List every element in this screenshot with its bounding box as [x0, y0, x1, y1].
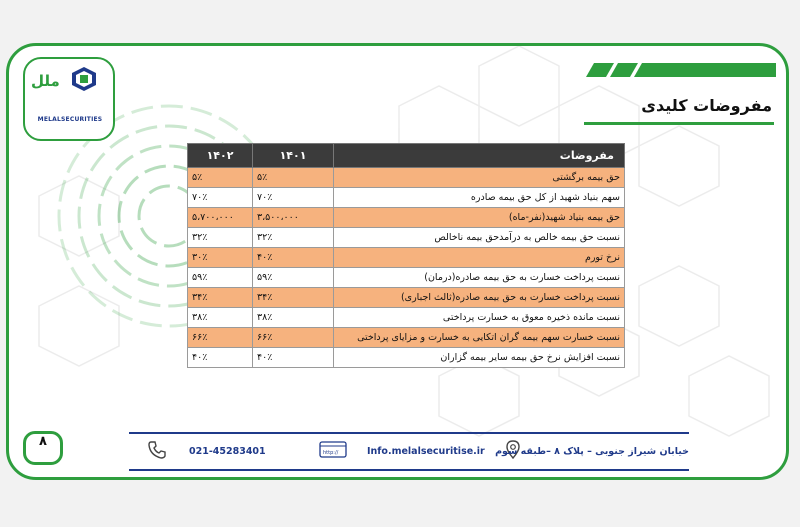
- table-row: [188, 308, 625, 328]
- table-row: [188, 228, 625, 248]
- row-label: نسبت حق بیمه خالص به درآمدحق بیمه ناخالص: [334, 228, 625, 248]
- logo-text-fa: ملل: [31, 72, 60, 90]
- row-label: نسبت پرداخت خسارت به حق بیمه صادره(ثالث اجباری): [334, 288, 625, 308]
- row-1402: ۵،۷۰۰،۰۰۰: [188, 208, 253, 228]
- table-row: [188, 248, 625, 268]
- table-row: [188, 188, 625, 208]
- address: خیابان شیراز جنوبی – پلاک ۸ –طبقه سوم: [495, 446, 689, 457]
- table-row: [188, 208, 625, 228]
- row-1401: ۴۰٪: [253, 348, 334, 368]
- header-stripes: [586, 63, 776, 77]
- company-logo: [23, 57, 115, 141]
- header-assumptions: مفروضات: [334, 144, 625, 168]
- page-number-badge: ۸: [23, 431, 63, 465]
- row-1401: ۳۲٪: [253, 228, 334, 248]
- row-1401: ۷۰٪: [253, 188, 334, 208]
- row-label: نسبت افزایش نرخ حق بیمه سایر بیمه گزاران: [334, 348, 625, 368]
- row-1402: ۳۸٪: [188, 308, 253, 328]
- logo-text-en: MELALSECURITIES: [37, 116, 103, 123]
- row-1402: ۳۴٪: [188, 288, 253, 308]
- row-label: نسبت خسارت سهم بیمه گران اتکایی به خسارت و مزایای پرداختی: [334, 328, 625, 348]
- table-row: [188, 328, 625, 348]
- row-1402: ۷۰٪: [188, 188, 253, 208]
- table-row: [188, 268, 625, 288]
- row-label: حق بیمه بنیاد شهید(نفر-ماه): [334, 208, 625, 228]
- web-icon: [319, 440, 349, 460]
- row-1401: ۳،۵۰۰،۰۰۰: [253, 208, 334, 228]
- table-header-row: [188, 144, 625, 168]
- row-1402: ۶۶٪: [188, 328, 253, 348]
- table-row: [188, 348, 625, 368]
- slide-card: [6, 43, 789, 480]
- row-1401: ۳۴٪: [253, 288, 334, 308]
- row-1402: ۵٪: [188, 168, 253, 188]
- row-1402: ۴۰٪: [188, 348, 253, 368]
- row-1401: ۴۰٪: [253, 248, 334, 268]
- logo-mark-icon: [69, 65, 99, 93]
- footer: [129, 432, 689, 472]
- header-1401: ۱۴۰۱: [253, 144, 334, 168]
- row-label: نرخ تورم: [334, 248, 625, 268]
- row-1401: ۵٪: [253, 168, 334, 188]
- header-1402: ۱۴۰۲: [188, 144, 253, 168]
- row-label: حق بیمه برگشتی: [334, 168, 625, 188]
- row-1401: ۵۹٪: [253, 268, 334, 288]
- assumptions-table: [187, 143, 625, 368]
- table-row: [188, 168, 625, 188]
- row-1401: ۳۸٪: [253, 308, 334, 328]
- website-email[interactable]: Info.melalsecuritise.ir: [367, 446, 485, 457]
- web-icon-text: http://: [323, 450, 339, 456]
- phone-number[interactable]: 021-45283401: [189, 446, 266, 457]
- title-underline: [584, 122, 774, 125]
- row-label: نسبت مانده ذخیره معوق به خسارت پرداختی: [334, 308, 625, 328]
- row-1402: ۳۲٪: [188, 228, 253, 248]
- phone-icon: [147, 440, 167, 460]
- row-1402: ۳۰٪: [188, 248, 253, 268]
- row-label: نسبت پرداخت خسارت به حق بیمه صادره(درمان): [334, 268, 625, 288]
- row-label: سهم بنیاد شهید از کل حق بیمه صادره: [334, 188, 625, 208]
- footer-divider-bottom: [129, 469, 689, 471]
- footer-divider-top: [129, 432, 689, 434]
- page-title: مفروضات کلیدی: [641, 96, 772, 115]
- table-row: [188, 288, 625, 308]
- row-1401: ۶۶٪: [253, 328, 334, 348]
- row-1402: ۵۹٪: [188, 268, 253, 288]
